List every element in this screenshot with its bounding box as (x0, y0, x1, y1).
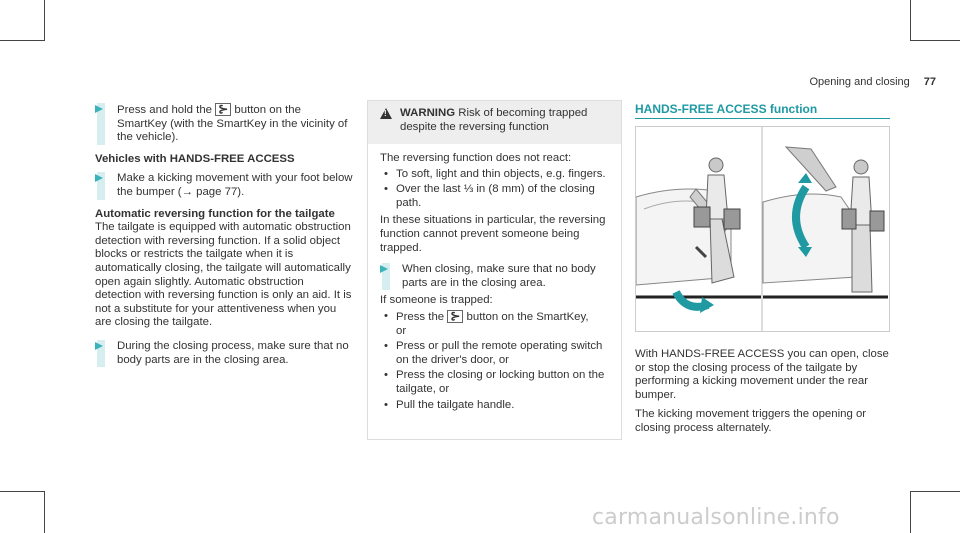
trapped-intro: If someone is trapped: (380, 294, 493, 307)
reversing-paragraph: The tailgate is equipped with automatic obstruction detection with reversing function. If a solid object blocks or restricts the tailgate when it is automatically closing, the tailgate will automatically open again slightly. Automatic obstruction detection with reversing function is only an aid. It is not a substitute for your attentiveness when you are closing the tailgate. (95, 221, 352, 329)
warning-item: • To soft, light and thin objects, e.g. fingers. (380, 168, 609, 182)
trapped-item: • Press or pull the remote operating switch on the driver's door, or (380, 340, 609, 367)
step-kick: Make a kicking movement with your foot below the bumper (→ page 77). (95, 172, 353, 199)
step-closing-area: During the closing process, make sure that no body parts are in the closing area. (95, 340, 353, 367)
step-arrow-icon (380, 265, 388, 273)
warning-item: • Over the last ⅓ in (8 mm) of the closing path. (380, 183, 609, 210)
crop-mark (44, 0, 45, 40)
warning-body (368, 144, 621, 422)
crop-mark (910, 491, 911, 533)
heading-hands-free: Vehicles with HANDS-FREE ACCESS (95, 152, 295, 165)
warning-intro: The reversing function does not react: (380, 152, 572, 164)
hands-free-illustration (635, 126, 890, 332)
crop-mark (910, 0, 911, 40)
warning-header (368, 101, 621, 144)
kick-trigger-paragraph: The kicking movement triggers the opening or closing process alternately. (635, 408, 867, 434)
warning-box (367, 100, 622, 440)
section-name: Opening and closing (809, 76, 910, 88)
step-arrow-icon (95, 174, 103, 182)
warning-triangle-icon (380, 108, 392, 119)
crop-mark (0, 40, 45, 41)
right-text (635, 348, 895, 442)
step-press-hold: Press and hold the ⊱ button on the SmartKey (with the SmartKey in the vicinity of the vehicle). (95, 103, 353, 145)
section-title: HANDS-FREE ACCESS function (635, 102, 818, 116)
kick-gesture-illustration (636, 127, 889, 331)
trapped-item: • Press the closing or locking button on the tailgate, or (380, 369, 609, 396)
trapped-item: • Pull the tailgate handle. (380, 399, 609, 413)
warning-label: WARNING (400, 107, 456, 119)
tailgate-key-icon: ⊱ (215, 103, 231, 116)
step-arrow-icon (95, 105, 103, 113)
page-number: 77 (923, 76, 936, 88)
left-column (95, 103, 353, 375)
warning-paragraph: In these situations in particular, the reversing function cannot prevent someone being trapped. (380, 214, 606, 254)
running-header (809, 76, 936, 88)
warning-title: Risk of becoming trapped despite the reversing function (400, 107, 588, 133)
heading-reversing: Automatic reversing function for the tailgate (95, 207, 335, 220)
crop-mark (910, 491, 960, 492)
section-rule (635, 118, 890, 119)
hands-free-paragraph: With HANDS-FREE ACCESS you can open, close or stop the closing process of the tailgate by performing a kicking movement under the rear bumper. (635, 348, 889, 401)
trapped-item: • Press the ⊱ button on the SmartKey, or (380, 310, 609, 338)
crop-mark (910, 40, 960, 41)
step-arrow-icon (95, 342, 103, 350)
crop-mark (44, 491, 45, 533)
warning-step: When closing, make sure that no body parts are in the closing area. (380, 263, 609, 290)
crop-mark (0, 491, 45, 492)
watermark: carmanualsonline.info (592, 505, 840, 530)
tailgate-key-icon: ⊱ (447, 310, 463, 323)
